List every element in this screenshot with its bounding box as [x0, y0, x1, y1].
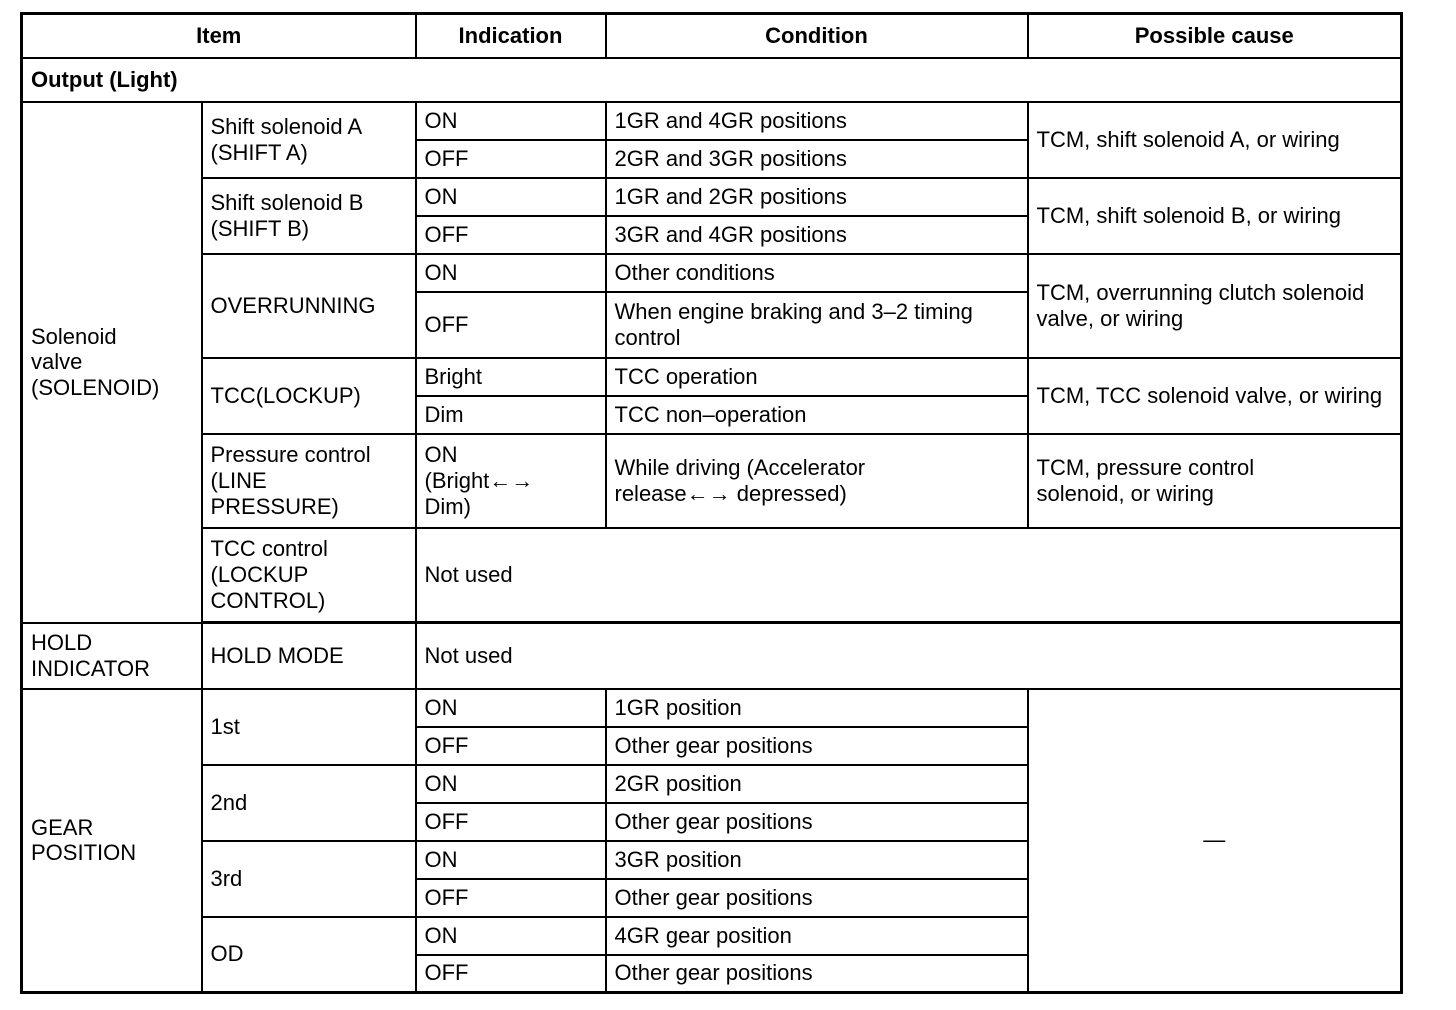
item-gear-1st: 1st [202, 689, 416, 765]
table-row [22, 528, 1402, 622]
indication-cell: ON [416, 765, 606, 803]
table-row [22, 102, 1402, 140]
indication-cell: ON [416, 178, 606, 216]
item-pressure-control: Pressure control (LINE PRESSURE) [202, 434, 416, 528]
condition-cell: When engine braking and 3–2 timing control [606, 292, 1028, 358]
item-shift-solenoid-a: Shift solenoid A (SHIFT A) [202, 102, 416, 178]
table-row [22, 689, 1402, 727]
header-row [22, 14, 1402, 59]
section-title: Output (Light) [22, 58, 1402, 102]
condition-cell: 2GR position [606, 765, 1028, 803]
condition-cell: 1GR and 2GR positions [606, 178, 1028, 216]
indication-cell: OFF [416, 955, 606, 993]
indication-cell: OFF [416, 216, 606, 254]
cause-cell: TCM, TCC solenoid valve, or wiring [1028, 358, 1402, 434]
group-solenoid-valve: Solenoid valve (SOLENOID) [22, 102, 202, 623]
indication-cell: OFF [416, 879, 606, 917]
header-condition: Condition [606, 14, 1028, 59]
item-gear-od: OD [202, 917, 416, 993]
condition-cell: 1GR position [606, 689, 1028, 727]
table-row [22, 623, 1402, 689]
condition-cell: Other gear positions [606, 955, 1028, 993]
cause-cell: TCM, shift solenoid A, or wiring [1028, 102, 1402, 178]
table-row [22, 358, 1402, 396]
header-possible-cause: Possible cause [1028, 14, 1402, 59]
indication-cell: ON (Bright←→ Dim) [416, 434, 606, 528]
indication-cell: OFF [416, 727, 606, 765]
group-hold-indicator: HOLD INDICATOR [22, 623, 202, 689]
indication-cell: ON [416, 841, 606, 879]
not-used-cell: Not used [416, 528, 1402, 622]
condition-cell: 1GR and 4GR positions [606, 102, 1028, 140]
item-tcc-control: TCC control (LOCKUP CONTROL) [202, 528, 416, 622]
indication-cell: OFF [416, 140, 606, 178]
indication-cell: Bright [416, 358, 606, 396]
item-gear-3rd: 3rd [202, 841, 416, 917]
indication-cell: OFF [416, 803, 606, 841]
diagnostic-table [20, 12, 1403, 994]
section-row [22, 58, 1402, 102]
table-row [22, 254, 1402, 292]
condition-cell: Other gear positions [606, 879, 1028, 917]
condition-cell: Other gear positions [606, 803, 1028, 841]
indication-cell: ON [416, 102, 606, 140]
item-tcc-lockup: TCC(LOCKUP) [202, 358, 416, 434]
condition-cell: TCC operation [606, 358, 1028, 396]
not-used-cell: Not used [416, 623, 1402, 689]
group-gear-position: GEAR POSITION [22, 689, 202, 993]
condition-cell: TCC non–operation [606, 396, 1028, 434]
condition-cell: Other conditions [606, 254, 1028, 292]
cause-cell: TCM, overrunning clutch solenoid valve, or wiring [1028, 254, 1402, 358]
indication-cell: OFF [416, 292, 606, 358]
condition-cell: While driving (Accelerator release←→ depressed) [606, 434, 1028, 528]
indication-cell: ON [416, 254, 606, 292]
cause-cell: — [1028, 689, 1402, 993]
condition-cell: 3GR and 4GR positions [606, 216, 1028, 254]
cause-cell: TCM, shift solenoid B, or wiring [1028, 178, 1402, 254]
condition-cell: 3GR position [606, 841, 1028, 879]
table-row [22, 434, 1402, 528]
header-indication: Indication [416, 14, 606, 59]
indication-cell: ON [416, 917, 606, 955]
cause-cell: TCM, pressure control solenoid, or wiring [1028, 434, 1402, 528]
header-item: Item [22, 14, 416, 59]
condition-cell: 4GR gear position [606, 917, 1028, 955]
item-gear-2nd: 2nd [202, 765, 416, 841]
item-hold-mode: HOLD MODE [202, 623, 416, 689]
condition-cell: Other gear positions [606, 727, 1028, 765]
item-shift-solenoid-b: Shift solenoid B (SHIFT B) [202, 178, 416, 254]
indication-cell: Dim [416, 396, 606, 434]
condition-cell: 2GR and 3GR positions [606, 140, 1028, 178]
item-overrunning: OVERRUNNING [202, 254, 416, 358]
table-row [22, 178, 1402, 216]
indication-cell: ON [416, 689, 606, 727]
